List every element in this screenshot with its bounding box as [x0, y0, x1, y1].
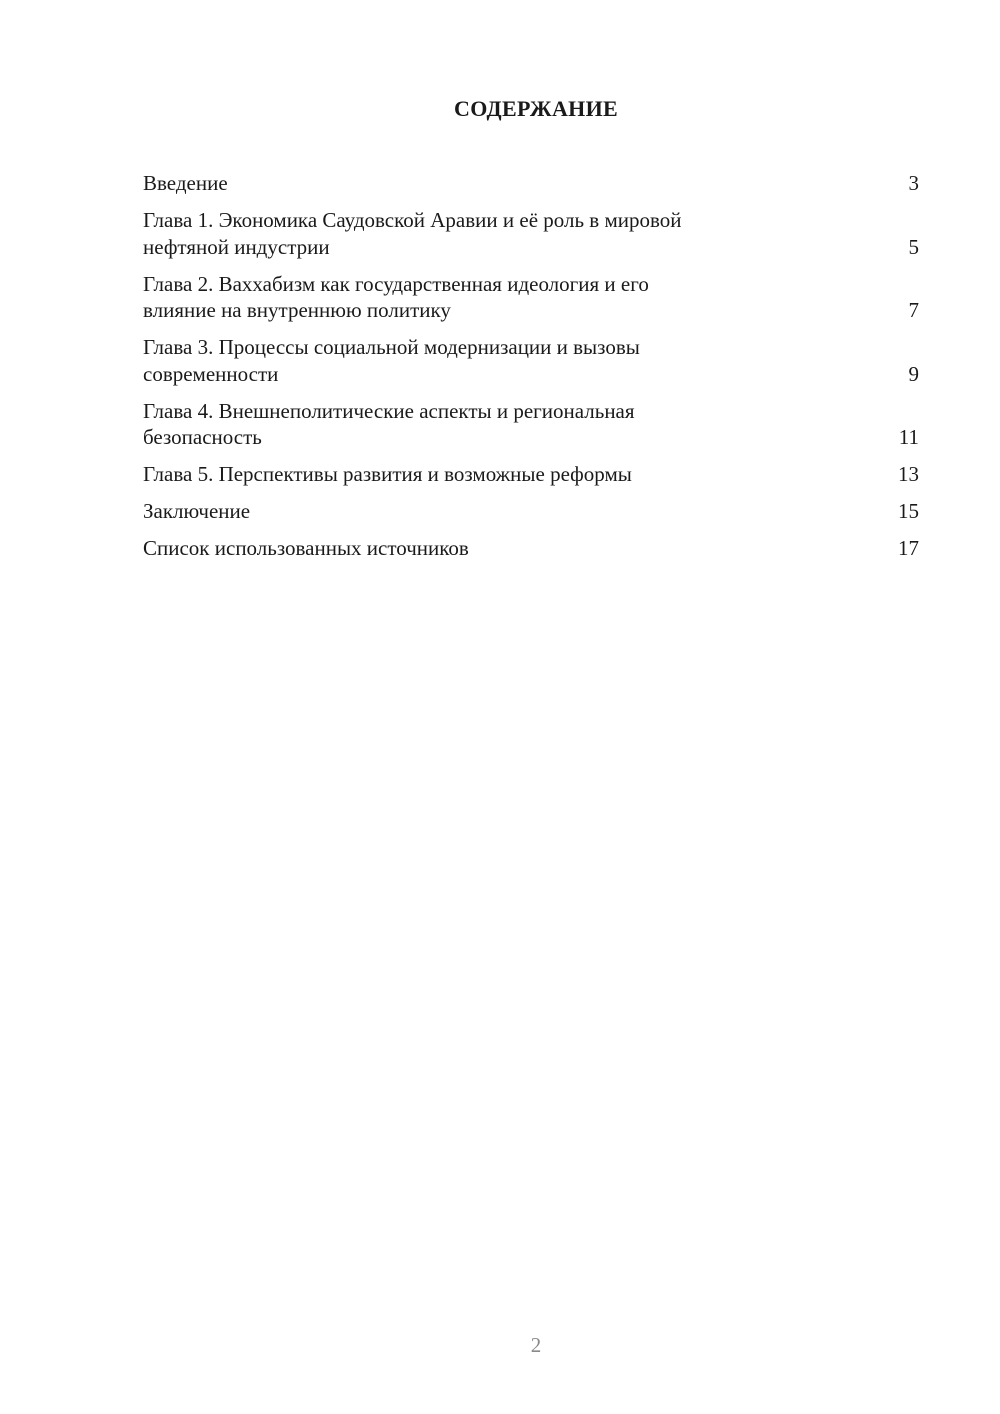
toc-entry-line: влияние на внутреннюю политику [143, 298, 451, 322]
toc-entry-title [143, 498, 250, 525]
toc-entry-page-number: 9 [908, 361, 919, 386]
toc-entry-line: Список использованных источников [143, 536, 469, 560]
toc-entry-line: нефтяной индустрии [143, 234, 330, 259]
toc-entry-page-number: 15 [898, 499, 919, 523]
toc-entry-line: Введение [143, 171, 228, 195]
toc-entry-conclusion [143, 498, 919, 525]
toc-entry-title [143, 398, 635, 451]
toc-entry-line: Заключение [143, 499, 251, 523]
toc-entry-page-number: 13 [898, 462, 919, 486]
table-of-contents [143, 170, 919, 572]
toc-entry-chapter-5 [143, 461, 919, 488]
toc-entry-references [143, 535, 919, 562]
toc-entry-title [143, 170, 228, 197]
toc-entry-title [143, 271, 649, 324]
page-title: СОДЕРЖАНИЕ [454, 96, 618, 121]
toc-entry-line: Глава 4. Внешнеполитические аспекты и региональная [143, 398, 635, 423]
toc-entry-chapter-1 [143, 207, 919, 260]
toc-entry-line: Глава 1. Экономика Саудовской Аравии и её роль в мировой [143, 208, 682, 232]
toc-entry-title [143, 334, 640, 387]
toc-entry-line: безопасность [143, 425, 262, 449]
toc-entry-line: Глава 5. Перспективы развития и возможные реформы [143, 462, 632, 486]
toc-entry-line: Глава 2. Ваххабизм как государственная идеология и его [143, 271, 649, 296]
toc-entry-page-number: 17 [898, 536, 919, 560]
toc-entry-title [143, 207, 682, 260]
toc-entry-chapter-2 [143, 271, 919, 324]
toc-entry-page-number: 7 [908, 298, 919, 322]
toc-entry-line: современности [143, 361, 279, 386]
toc-entry-chapter-3 [143, 334, 919, 387]
page-number: 2 [530, 1333, 542, 1357]
toc-entry-line: Глава 3. Процессы социальной модернизации и вызовы [143, 335, 640, 359]
toc-entry-page-number: 5 [908, 234, 919, 259]
toc-entry-title [143, 535, 469, 562]
toc-entry-title [143, 461, 632, 488]
toc-entry-chapter-4 [143, 398, 919, 451]
toc-entry-page-number: 11 [898, 425, 919, 449]
toc-entry-introduction [143, 170, 919, 197]
toc-entry-page-number: 3 [908, 171, 919, 195]
